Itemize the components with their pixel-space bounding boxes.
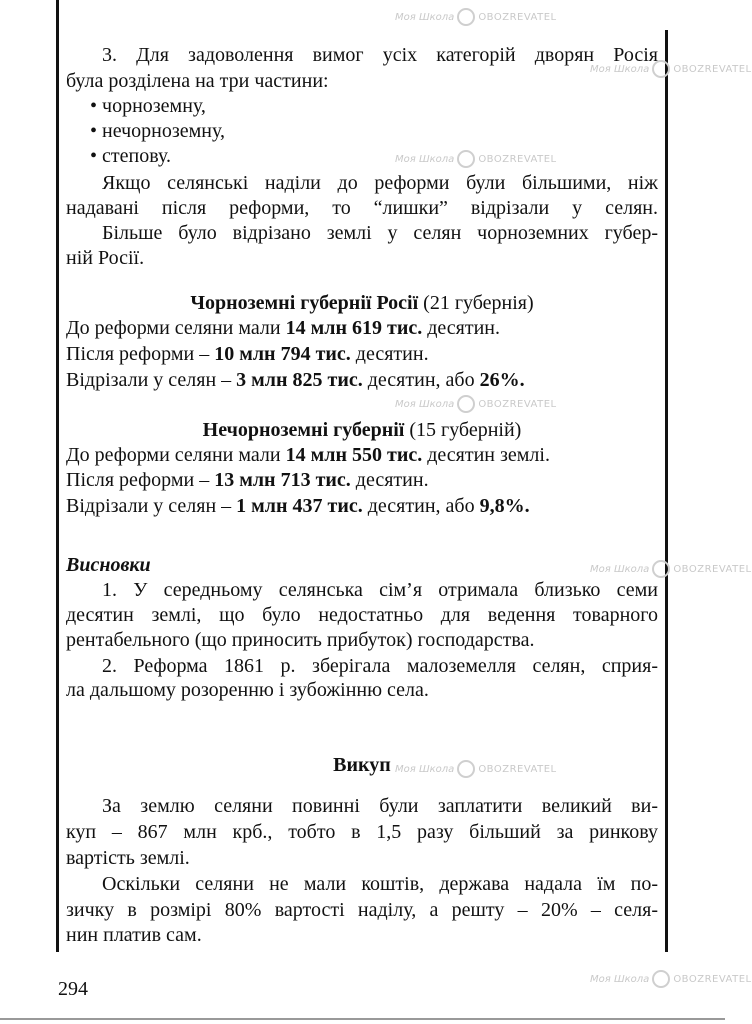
watermark-text: Моя Школа — [395, 12, 455, 23]
bullet-item: • чорноземну, — [90, 95, 206, 117]
page-edge-line — [0, 1018, 725, 1020]
paragraph-line: нин платив сам. — [66, 924, 202, 946]
value: 14 млн 550 тис. — [285, 444, 423, 466]
text: десятин. — [350, 469, 429, 491]
paragraph-line: Якщо селянські наділи до реформи були більшими, ніж — [102, 172, 658, 194]
watermark-text: OBOZREVATEL — [673, 974, 752, 985]
paragraph-line: За землю селяни повинні були заплатити великий ви- — [102, 795, 658, 817]
value: 10 млн 794 тис. — [214, 343, 351, 365]
bullet-text: чорноземну, — [102, 95, 206, 117]
text: Відрізали у селян – — [66, 495, 237, 517]
bullet-text: степову. — [102, 145, 171, 167]
subheading-black-earth — [66, 290, 658, 316]
paragraph-line: куп – 867 млн крб., тобто в 1,5 разу більший за ринкову — [66, 821, 658, 843]
watermark-text: Моя Школа — [590, 564, 650, 575]
subheading-non-black-earth — [66, 417, 658, 443]
page-number: 294 — [58, 978, 88, 1000]
watermark-text: Моя Школа — [395, 399, 455, 410]
text: десятин. — [422, 317, 500, 339]
paragraph-line: надавані після реформи, то “лишки” відрізали у селян. — [66, 197, 658, 219]
watermark-text: Моя Школа — [590, 974, 650, 985]
text: десятин, або — [362, 369, 480, 391]
bullet-item: • степову. — [90, 145, 171, 167]
paragraph-line: 3. Для задоволення вимог усіх категорій дворян Росія — [102, 44, 658, 66]
watermark-logo-icon — [457, 8, 475, 26]
paragraph-line: Більше було відрізано землі у селян чорноземних губер- — [102, 222, 658, 244]
section-heading-redemption: Викуп — [333, 754, 391, 776]
watermark — [590, 970, 752, 988]
bullet-item: • нечорноземну, — [90, 120, 225, 142]
text: До реформи селяни мали — [66, 317, 286, 339]
text: десятин. — [350, 343, 429, 365]
watermark-text: OBOZREVATEL — [478, 154, 557, 165]
value: 3 млн 825 тис. — [236, 369, 363, 391]
watermark-logo-icon — [652, 970, 670, 988]
watermark — [395, 395, 557, 413]
paragraph-line: рентабельного (що приносить прибуток) господарства. — [66, 629, 535, 651]
text: Після реформи – — [66, 469, 215, 491]
stat-line — [66, 367, 658, 393]
subheading-rest: (15 губерній) — [404, 419, 522, 441]
watermark-text: Моя Школа — [590, 64, 650, 75]
text: Відрізали у селян – — [66, 369, 237, 391]
paragraph-line: була розділена на три частини: — [66, 70, 329, 92]
text: десятин, або — [362, 495, 480, 517]
stat-line — [66, 467, 658, 493]
value: 9,8%. — [479, 495, 530, 517]
watermark-text: OBOZREVATEL — [478, 399, 557, 410]
subheading-bold: Нечорноземні губернії — [202, 419, 405, 441]
watermark — [395, 150, 557, 168]
paragraph-line: ній Росії. — [66, 247, 145, 269]
paragraph-line: зичку в розмірі 80% вартості наділу, а решту – 20% – селя- — [66, 899, 658, 921]
bullet-text: нечорноземну, — [102, 120, 225, 142]
watermark-text: OBOZREVATEL — [478, 12, 557, 23]
watermark-text: OBOZREVATEL — [673, 564, 752, 575]
watermark-text: Моя Школа — [395, 764, 455, 775]
text: До реформи селяни мали — [66, 444, 286, 466]
right-margin-rule — [665, 30, 668, 952]
watermark — [395, 8, 557, 26]
paragraph-line: Оскільки селяни не мали коштів, держава надала їм по- — [102, 873, 658, 895]
left-margin-rule — [56, 0, 59, 952]
watermark-logo-icon — [457, 150, 475, 168]
watermark-text: OBOZREVATEL — [673, 64, 752, 75]
paragraph-line: ла дальшому розоренню і зубожінню села. — [66, 679, 429, 701]
subheading-bold: Чорноземні губернії Росії — [190, 292, 419, 314]
text: десятин землі. — [422, 444, 550, 466]
watermark-text: OBOZREVATEL — [478, 764, 557, 775]
value: 13 млн 713 тис. — [214, 469, 351, 491]
stat-line — [66, 442, 658, 468]
paragraph-line: 2. Реформа 1861 р. зберігала малоземелля селян, сприя- — [102, 655, 658, 677]
paragraph-line: вартість землі. — [66, 847, 190, 869]
stat-line — [66, 341, 658, 367]
value: 26%. — [479, 369, 525, 391]
text: Після реформи – — [66, 343, 215, 365]
subheading-rest: (21 губернія) — [418, 292, 534, 314]
stat-line — [66, 315, 658, 341]
value: 14 млн 619 тис. — [285, 317, 423, 339]
paragraph-line: десятин землі, що було недостатньо для ведення товарного — [66, 604, 658, 626]
stat-line — [66, 493, 658, 519]
paragraph-line: 1. У середньому селянська сім’я отримала близько семи — [102, 579, 658, 601]
conclusions-heading: Висновки — [66, 554, 151, 576]
value: 1 млн 437 тис. — [236, 495, 363, 517]
watermark-text: Моя Школа — [395, 154, 455, 165]
watermark-logo-icon — [457, 395, 475, 413]
